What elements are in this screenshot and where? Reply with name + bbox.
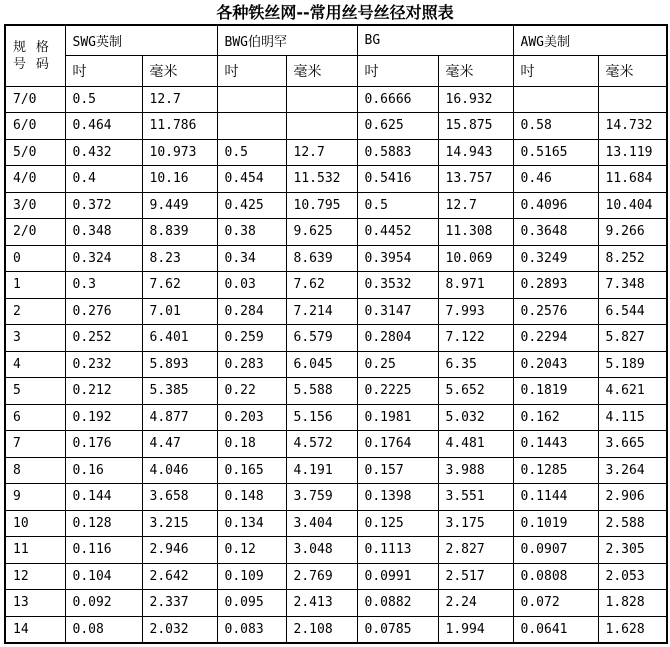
awg-inch-cell: 0.1019 [513, 510, 598, 537]
bwg-mm-cell: 8.639 [286, 245, 357, 272]
awg-inch-cell: 0.072 [513, 590, 598, 617]
bwg-inch-cell: 0.148 [217, 484, 286, 511]
awg-mm-cell: 6.544 [598, 298, 667, 325]
group-header-bwg: BWG伯明罕 [217, 25, 357, 55]
bwg-inch-cell: 0.095 [217, 590, 286, 617]
bwg-mm-cell: 7.214 [286, 298, 357, 325]
bg-inch-cell: 0.5416 [357, 166, 438, 193]
bg-inch-cell: 0.157 [357, 457, 438, 484]
bg-inch-cell: 0.625 [357, 113, 438, 140]
table-row [5, 404, 667, 431]
bg-inch-cell: 0.0882 [357, 590, 438, 617]
swg-mm-cell: 7.01 [142, 298, 217, 325]
swg-mm-cell: 3.215 [142, 510, 217, 537]
bwg-mm-cell: 4.572 [286, 431, 357, 458]
swg-mm-cell: 2.642 [142, 563, 217, 590]
awg-inch-cell: 0.162 [513, 404, 598, 431]
awg-mm-cell: 11.684 [598, 166, 667, 193]
swg-mm-cell: 10.16 [142, 166, 217, 193]
awg-inch-cell: 0.2043 [513, 351, 598, 378]
bg-inch-cell: 0.5 [357, 192, 438, 219]
table-row [5, 298, 667, 325]
bg-inch-cell: 0.1113 [357, 537, 438, 564]
gauge-number-cell: 2/0 [5, 219, 65, 246]
awg-mm-cell [598, 86, 667, 113]
bg-mm-cell: 7.122 [438, 325, 513, 352]
gauge-number-cell: 4 [5, 351, 65, 378]
gauge-number-cell: 11 [5, 537, 65, 564]
bwg-inch-cell: 0.284 [217, 298, 286, 325]
swg-mm-cell: 4.877 [142, 404, 217, 431]
gauge-number-cell: 4/0 [5, 166, 65, 193]
swg-mm-cell: 5.385 [142, 378, 217, 405]
bg-inch-cell: 0.3532 [357, 272, 438, 299]
bwg-inch-cell: 0.34 [217, 245, 286, 272]
swg-inch-cell: 0.348 [65, 219, 142, 246]
swg-inch-cell: 0.116 [65, 537, 142, 564]
bwg-mm-cell: 11.532 [286, 166, 357, 193]
table-row [5, 245, 667, 272]
bg-mm-cell: 3.988 [438, 457, 513, 484]
gauge-number-cell: 5/0 [5, 139, 65, 166]
bg-mm-cell: 12.7 [438, 192, 513, 219]
swg-inch-cell: 0.432 [65, 139, 142, 166]
group-header-bg: BG [357, 25, 513, 55]
gauge-number-cell: 7/0 [5, 86, 65, 113]
swg-mm-cell: 12.7 [142, 86, 217, 113]
bwg-mm-cell: 2.108 [286, 616, 357, 643]
awg-inch-cell: 0.1144 [513, 484, 598, 511]
bwg-mm-cell [286, 86, 357, 113]
bwg-inch-cell: 0.5 [217, 139, 286, 166]
bg-mm-cell: 6.35 [438, 351, 513, 378]
table-row [5, 616, 667, 643]
table-row [5, 457, 667, 484]
group-header-swg: SWG英制 [65, 25, 217, 55]
wire-gauge-comparison-table [4, 24, 668, 644]
swg-mm-cell: 9.449 [142, 192, 217, 219]
swg-mm-cell: 2.337 [142, 590, 217, 617]
awg-inch-cell [513, 86, 598, 113]
subheader-awg-inch: 吋 [513, 55, 598, 86]
gauge-number-cell: 3 [5, 325, 65, 352]
subheader-bg-mm: 毫米 [438, 55, 513, 86]
awg-mm-cell: 4.115 [598, 404, 667, 431]
gauge-number-cell: 6/0 [5, 113, 65, 140]
awg-mm-cell: 2.588 [598, 510, 667, 537]
swg-inch-cell: 0.372 [65, 192, 142, 219]
bg-mm-cell: 15.875 [438, 113, 513, 140]
awg-inch-cell: 0.58 [513, 113, 598, 140]
awg-mm-cell: 10.404 [598, 192, 667, 219]
bwg-mm-cell: 4.191 [286, 457, 357, 484]
swg-inch-cell: 0.252 [65, 325, 142, 352]
group-header-awg: AWG美制 [513, 25, 667, 55]
awg-inch-cell: 0.5165 [513, 139, 598, 166]
awg-mm-cell: 13.119 [598, 139, 667, 166]
bg-inch-cell: 0.0785 [357, 616, 438, 643]
swg-inch-cell: 0.212 [65, 378, 142, 405]
bg-inch-cell: 0.1764 [357, 431, 438, 458]
bwg-mm-cell: 12.7 [286, 139, 357, 166]
bg-inch-cell: 0.125 [357, 510, 438, 537]
bg-inch-cell: 0.1981 [357, 404, 438, 431]
gauge-number-cell: 0 [5, 245, 65, 272]
table-row [5, 378, 667, 405]
bg-mm-cell: 3.551 [438, 484, 513, 511]
swg-mm-cell: 10.973 [142, 139, 217, 166]
bwg-mm-cell: 3.404 [286, 510, 357, 537]
table-row [5, 113, 667, 140]
bg-mm-cell: 7.993 [438, 298, 513, 325]
bwg-mm-cell: 5.588 [286, 378, 357, 405]
gauge-number-cell: 2 [5, 298, 65, 325]
bg-mm-cell: 2.827 [438, 537, 513, 564]
awg-mm-cell: 4.621 [598, 378, 667, 405]
gauge-number-cell: 1 [5, 272, 65, 299]
swg-mm-cell: 11.786 [142, 113, 217, 140]
table-row [5, 563, 667, 590]
bwg-mm-cell: 10.795 [286, 192, 357, 219]
awg-mm-cell: 1.828 [598, 590, 667, 617]
subheader-swg-mm: 毫米 [142, 55, 217, 86]
bg-inch-cell: 0.2804 [357, 325, 438, 352]
swg-inch-cell: 0.128 [65, 510, 142, 537]
table-row [5, 590, 667, 617]
awg-mm-cell: 14.732 [598, 113, 667, 140]
bwg-inch-cell: 0.283 [217, 351, 286, 378]
bg-inch-cell: 0.6666 [357, 86, 438, 113]
corner-header-line2: 号 码 [13, 56, 50, 72]
awg-mm-cell: 8.252 [598, 245, 667, 272]
bwg-mm-cell: 5.156 [286, 404, 357, 431]
bg-inch-cell: 0.3147 [357, 298, 438, 325]
awg-mm-cell: 7.348 [598, 272, 667, 299]
bwg-inch-cell: 0.165 [217, 457, 286, 484]
awg-inch-cell: 0.46 [513, 166, 598, 193]
swg-inch-cell: 0.464 [65, 113, 142, 140]
bg-mm-cell: 2.517 [438, 563, 513, 590]
bg-inch-cell: 0.25 [357, 351, 438, 378]
bwg-inch-cell: 0.134 [217, 510, 286, 537]
table-row [5, 537, 667, 564]
bg-mm-cell: 3.175 [438, 510, 513, 537]
swg-inch-cell: 0.16 [65, 457, 142, 484]
awg-mm-cell: 2.906 [598, 484, 667, 511]
gauge-number-cell: 5 [5, 378, 65, 405]
awg-mm-cell: 2.053 [598, 563, 667, 590]
bg-mm-cell: 13.757 [438, 166, 513, 193]
bg-mm-cell: 5.032 [438, 404, 513, 431]
corner-header-gauge-number [5, 25, 65, 86]
subheader-bwg-inch: 吋 [217, 55, 286, 86]
swg-inch-cell: 0.176 [65, 431, 142, 458]
table-row [5, 484, 667, 511]
swg-mm-cell: 7.62 [142, 272, 217, 299]
swg-mm-cell: 8.839 [142, 219, 217, 246]
table-row [5, 166, 667, 193]
bg-mm-cell: 5.652 [438, 378, 513, 405]
swg-mm-cell: 5.893 [142, 351, 217, 378]
table-row [5, 510, 667, 537]
swg-mm-cell: 4.046 [142, 457, 217, 484]
bwg-inch-cell: 0.203 [217, 404, 286, 431]
swg-inch-cell: 0.144 [65, 484, 142, 511]
awg-inch-cell: 0.1285 [513, 457, 598, 484]
swg-mm-cell: 2.032 [142, 616, 217, 643]
table-row [5, 219, 667, 246]
bwg-inch-cell: 0.18 [217, 431, 286, 458]
swg-mm-cell: 4.47 [142, 431, 217, 458]
group-header-row [5, 25, 667, 55]
bg-mm-cell: 2.24 [438, 590, 513, 617]
swg-mm-cell: 3.658 [142, 484, 217, 511]
bwg-inch-cell: 0.22 [217, 378, 286, 405]
swg-mm-cell: 2.946 [142, 537, 217, 564]
awg-mm-cell: 9.266 [598, 219, 667, 246]
gauge-number-cell: 7 [5, 431, 65, 458]
awg-inch-cell: 0.1443 [513, 431, 598, 458]
gauge-number-cell: 10 [5, 510, 65, 537]
bwg-inch-cell: 0.12 [217, 537, 286, 564]
bg-mm-cell: 8.971 [438, 272, 513, 299]
awg-inch-cell: 0.0641 [513, 616, 598, 643]
swg-inch-cell: 0.3 [65, 272, 142, 299]
bwg-inch-cell: 0.454 [217, 166, 286, 193]
bg-mm-cell: 4.481 [438, 431, 513, 458]
bg-mm-cell: 11.308 [438, 219, 513, 246]
swg-inch-cell: 0.092 [65, 590, 142, 617]
swg-mm-cell: 8.23 [142, 245, 217, 272]
awg-inch-cell: 0.2294 [513, 325, 598, 352]
bwg-inch-cell: 0.38 [217, 219, 286, 246]
bwg-inch-cell: 0.083 [217, 616, 286, 643]
gauge-number-cell: 12 [5, 563, 65, 590]
bwg-inch-cell [217, 86, 286, 113]
gauge-number-cell: 8 [5, 457, 65, 484]
subheader-bwg-mm: 毫米 [286, 55, 357, 86]
bg-inch-cell: 0.1398 [357, 484, 438, 511]
awg-inch-cell: 0.2576 [513, 298, 598, 325]
awg-mm-cell: 2.305 [598, 537, 667, 564]
bwg-mm-cell [286, 113, 357, 140]
awg-mm-cell: 3.264 [598, 457, 667, 484]
bwg-mm-cell: 9.625 [286, 219, 357, 246]
bg-inch-cell: 0.0991 [357, 563, 438, 590]
bg-mm-cell: 16.932 [438, 86, 513, 113]
bwg-mm-cell: 6.045 [286, 351, 357, 378]
subheader-awg-mm: 毫米 [598, 55, 667, 86]
bwg-mm-cell: 3.048 [286, 537, 357, 564]
awg-inch-cell: 0.3249 [513, 245, 598, 272]
bg-inch-cell: 0.4452 [357, 219, 438, 246]
awg-mm-cell: 1.628 [598, 616, 667, 643]
gauge-number-cell: 3/0 [5, 192, 65, 219]
bwg-inch-cell: 0.425 [217, 192, 286, 219]
bwg-mm-cell: 2.769 [286, 563, 357, 590]
bwg-inch-cell: 0.03 [217, 272, 286, 299]
gauge-number-cell: 9 [5, 484, 65, 511]
awg-inch-cell: 0.2893 [513, 272, 598, 299]
awg-inch-cell: 0.4096 [513, 192, 598, 219]
table-row [5, 192, 667, 219]
table-row [5, 351, 667, 378]
swg-inch-cell: 0.232 [65, 351, 142, 378]
swg-inch-cell: 0.4 [65, 166, 142, 193]
swg-inch-cell: 0.08 [65, 616, 142, 643]
table-row [5, 86, 667, 113]
corner-header-line1: 规 格 [13, 39, 50, 55]
awg-inch-cell: 0.3648 [513, 219, 598, 246]
bwg-mm-cell: 7.62 [286, 272, 357, 299]
bwg-inch-cell [217, 113, 286, 140]
swg-inch-cell: 0.5 [65, 86, 142, 113]
bg-mm-cell: 10.069 [438, 245, 513, 272]
bwg-mm-cell: 3.759 [286, 484, 357, 511]
bg-inch-cell: 0.3954 [357, 245, 438, 272]
gauge-number-cell: 13 [5, 590, 65, 617]
swg-inch-cell: 0.192 [65, 404, 142, 431]
bwg-mm-cell: 2.413 [286, 590, 357, 617]
bwg-mm-cell: 6.579 [286, 325, 357, 352]
table-row [5, 139, 667, 166]
awg-mm-cell: 5.827 [598, 325, 667, 352]
page-title: 各种铁丝网--常用丝号丝径对照表 [216, 3, 454, 22]
awg-inch-cell: 0.0907 [513, 537, 598, 564]
subheader-row [5, 55, 667, 86]
gauge-number-cell: 6 [5, 404, 65, 431]
awg-mm-cell: 3.665 [598, 431, 667, 458]
swg-inch-cell: 0.324 [65, 245, 142, 272]
bwg-inch-cell: 0.109 [217, 563, 286, 590]
awg-inch-cell: 0.0808 [513, 563, 598, 590]
bg-inch-cell: 0.2225 [357, 378, 438, 405]
gauge-number-cell: 14 [5, 616, 65, 643]
table-row [5, 272, 667, 299]
table-row [5, 325, 667, 352]
awg-inch-cell: 0.1819 [513, 378, 598, 405]
bg-inch-cell: 0.5883 [357, 139, 438, 166]
swg-inch-cell: 0.104 [65, 563, 142, 590]
swg-mm-cell: 6.401 [142, 325, 217, 352]
bwg-inch-cell: 0.259 [217, 325, 286, 352]
swg-inch-cell: 0.276 [65, 298, 142, 325]
bg-mm-cell: 1.994 [438, 616, 513, 643]
table-row [5, 431, 667, 458]
awg-mm-cell: 5.189 [598, 351, 667, 378]
bg-mm-cell: 14.943 [438, 139, 513, 166]
subheader-swg-inch: 吋 [65, 55, 142, 86]
subheader-bg-inch: 吋 [357, 55, 438, 86]
